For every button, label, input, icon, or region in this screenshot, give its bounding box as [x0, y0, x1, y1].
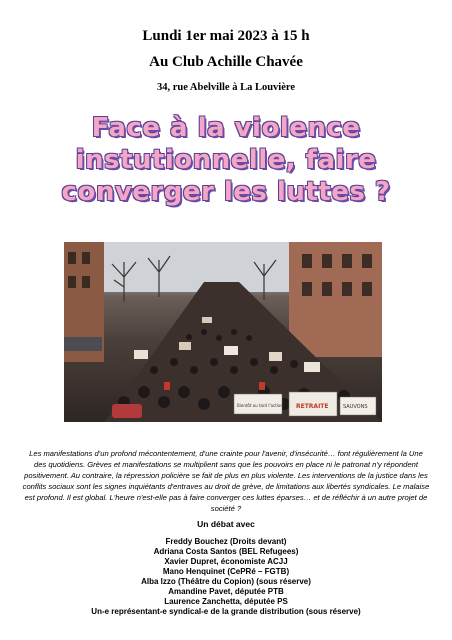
speaker-item: Adriana Costa Santos (BEL Refugees): [153, 547, 299, 556]
event-venue: Au Club Achille Chavée: [149, 54, 303, 70]
banner-text-2: RETRAITE: [296, 403, 329, 410]
headline-line-1: Face à la violence: [91, 113, 361, 143]
protest-photo-illustration: [64, 242, 382, 422]
speaker-list: [0, 537, 452, 617]
speaker-item: Laurence Zanchetta, députée PS: [164, 597, 288, 606]
headline: [0, 112, 452, 208]
speaker-item: Un-e représentant-e syndical-e de la grande distribution (sous réserve): [91, 607, 361, 616]
headline-line-2: instutionnelle, faire: [75, 145, 377, 175]
protest-photo: [64, 242, 382, 422]
speaker-item: Freddy Bouchez (Droits devant): [165, 537, 287, 546]
banner-text-1: Bientôt ou tard l'action: [237, 403, 283, 408]
headline-line-3: converger les luttes ?: [61, 177, 391, 207]
speaker-item: Alba Izzo (Théâtre du Copion) (sous réserve): [141, 577, 311, 586]
event-description: Les manifestations d'un profond mécontentement, d'une crainte pour l'avenir, d'insécurité… font régulièrement la Une des quotidiens. Grèves et manifestations se multiplient sans que les pouvoirs en place ni le patronat n'y répondent positivement. Au contraire, la répression policière se fait de plus en plus violente. Les interventions de la justice dans les conflits sociaux sont les signes inquiétants d'entraves au droit de grève, de limitations aux libertés syndicales. Le malaise est profond. Il est global. L'heure n'est-elle pas à faire converger ces luttes éparses… et de réfléchir à un autre projet de société ?: [22, 449, 430, 513]
speaker-item: Mano Henquinet (CePRé – FGTB): [162, 567, 290, 576]
event-address: 34, rue Abelville à La Louvière: [156, 82, 296, 93]
debate-title: Un débat avec: [197, 519, 255, 529]
banner-text-3: SAUVONS: [343, 404, 368, 410]
speaker-item: Xavier Dupret, économiste ACJJ: [164, 557, 288, 566]
event-date: Lundi 1er mai 2023 à 15 h: [142, 28, 310, 44]
speaker-item: Amandine Pavet, députée PTB: [168, 587, 284, 596]
